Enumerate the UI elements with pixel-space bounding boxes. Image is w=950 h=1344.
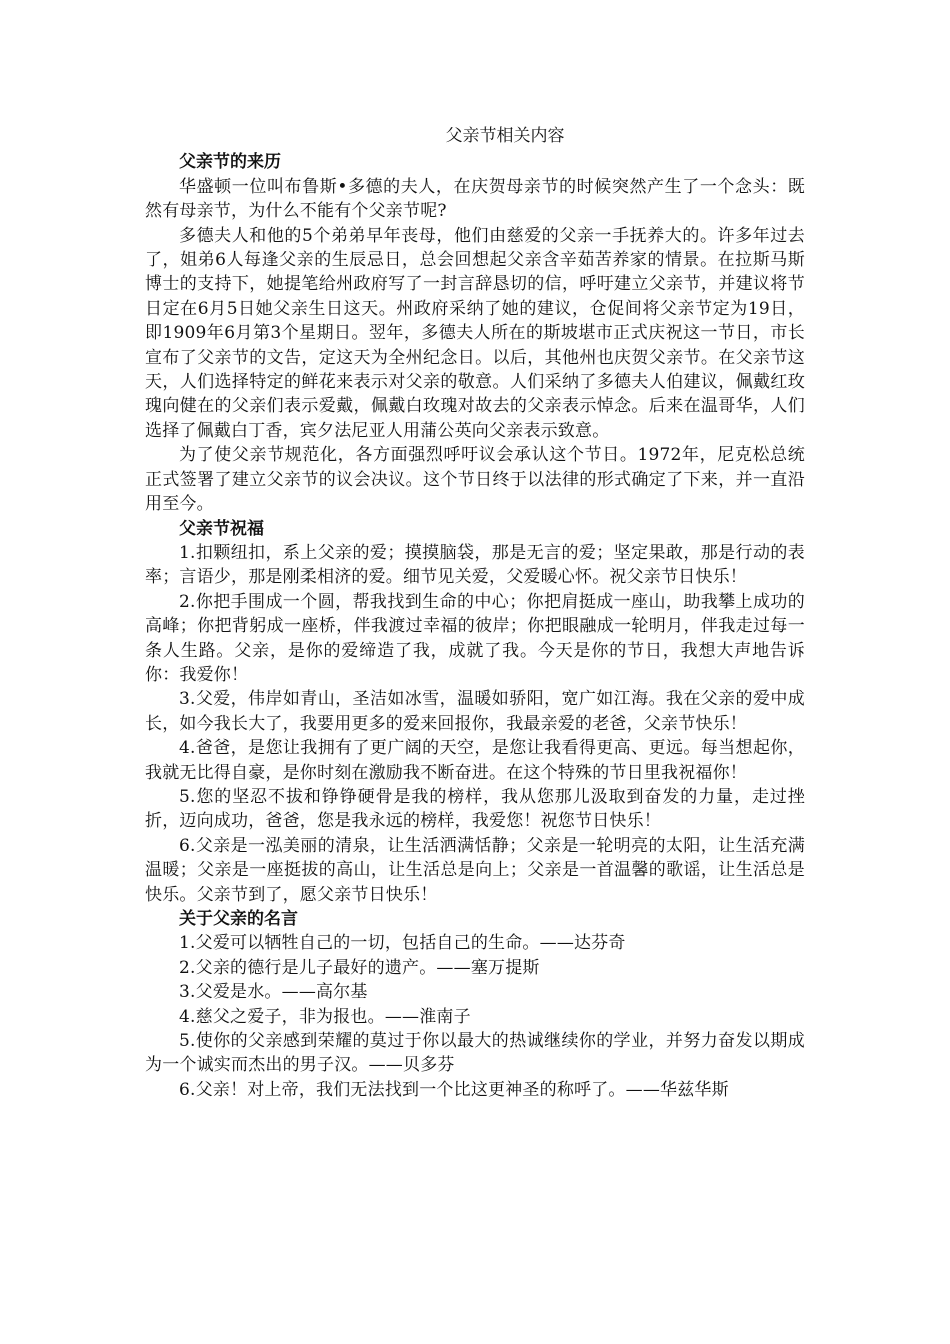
quote-item: 5.使你的父亲感到荣耀的莫过于你以最大的热诚继续你的学业，并努力奋发以期成为一个诚实而杰出的男子汉。——贝多芬: [145, 1031, 805, 1076]
paragraph: 多德夫人和他的5个弟弟早年丧母，他们由慈爱的父亲一手抚养大的。许多年过去了，姐弟6人每逢父亲的生辰忌日，总会回想起父亲含辛茹苦养家的情景。在拉斯马斯博士的支持下，她提笔给州政府写了一封言辞恳切的信，呼吁建立父亲节，并建议将节日定在6月5日她父亲生日这天。州政府采纳了她的建议，仓促间将父亲节定为19日，即1909年6月第3个星期日。翌年，多德夫人所在的斯坡堪市正式庆祝这一节日，市长宣布了父亲节的文告，定这天为全州纪念日。以后，其他州也庆贺父亲节。在父亲节这天，人们选择特定的鲜花来表示对父亲的敬意。人们采纳了多德夫人伯建议，佩戴红玫瑰向健在的父亲们表示爱戴，佩戴白玫瑰对故去的父亲表示悼念。后来在温哥华，人们选择了佩戴白丁香，宾夕法尼亚人用蒲公英向父亲表示致意。: [145, 225, 805, 441]
quote-item: 4.慈父之爱子，非为报也。——淮南子: [179, 1006, 471, 1027]
quote-item: 6.父亲！对上帝，我们无法找到一个比这更神圣的称呼了。——华兹华斯: [179, 1079, 729, 1100]
paragraph: 华盛顿一位叫布鲁斯•多德的夫人，在庆贺母亲节的时候突然产生了一个念头：既然有母亲节，为什么不能有个父亲节呢?: [145, 176, 805, 222]
quote-item: 1.父爱可以牺牲自己的一切，包括自己的生命。——达芬奇: [179, 933, 626, 954]
blessing-item: 1.扣颗纽扣，系上父亲的爱；摸摸脑袋，那是无言的爱；坚定果敢，那是行动的表率；言语少，那是刚柔相济的爱。细节见关爱，父爱暖心怀。祝父亲节日快乐！: [145, 542, 805, 588]
blessing-item: 2.你把手围成一个圆，帮我找到生命的中心；你把肩挺成一座山，助我攀上成功的高峰；你把背躬成一座桥，伴我渡过幸福的彼岸；你把眼融成一轮明月，伴我走过每一条人生路。父亲，是你的爱缔造了我，成就了我。今天是你的节日，我想大声地告诉你：我爱你！: [145, 591, 805, 685]
section-blessings: [145, 517, 805, 908]
blessing-item: 5.您的坚忍不拔和铮铮硬骨是我的榜样，我从您那儿汲取到奋发的力量，走过挫折，迈向成功，爸爸，您是我永远的榜样，我爱您！祝您节日快乐！: [145, 786, 805, 832]
section-heading-origin: 父亲节的来历: [179, 152, 281, 173]
document-title: 父亲节相关内容: [445, 126, 565, 146]
section-heading-quotes: 关于父亲的名言: [179, 909, 298, 929]
paragraph: 为了使父亲节规范化，各方面强烈呼吁议会承认这个节日。1972年，尼克松总统正式签署了建立父亲节的议会决议。这个节日终于以法律的形式确定了下来，并一直沿用至今。: [145, 445, 805, 515]
section-heading-blessings: 父亲节祝福: [179, 518, 264, 539]
quote-item: 3.父爱是水。——高尔基: [179, 982, 368, 1003]
quote-item: 2.父亲的德行是儿子最好的遗产。——塞万提斯: [179, 957, 540, 978]
section-quotes: [145, 907, 805, 1102]
document-page: [145, 124, 805, 1102]
blessing-item: 4.爸爸，是您让我拥有了更广阔的天空，是您让我看得更高、更远。每当想起你，我就无比得自豪，是你时刻在激励我不断奋进。在这个特殊的节日里我祝福你！: [145, 738, 805, 783]
blessing-item: 6.父亲是一泓美丽的清泉，让生活洒满恬静；父亲是一轮明亮的太阳，让生活充满温暖；父亲是一座挺拔的高山，让生活总是向上；父亲是一首温馨的歌谣，让生活总是快乐。父亲节到了，愿父亲节日快乐！: [145, 835, 805, 905]
blessing-item: 3.父爱，伟岸如青山，圣洁如冰雪，温暖如骄阳，宽广如江海。我在父亲的爱中成长，如今我长大了，我要用更多的爱来回报你，我最亲爱的老爸，父亲节快乐！: [145, 689, 805, 734]
section-origin: [145, 150, 805, 516]
